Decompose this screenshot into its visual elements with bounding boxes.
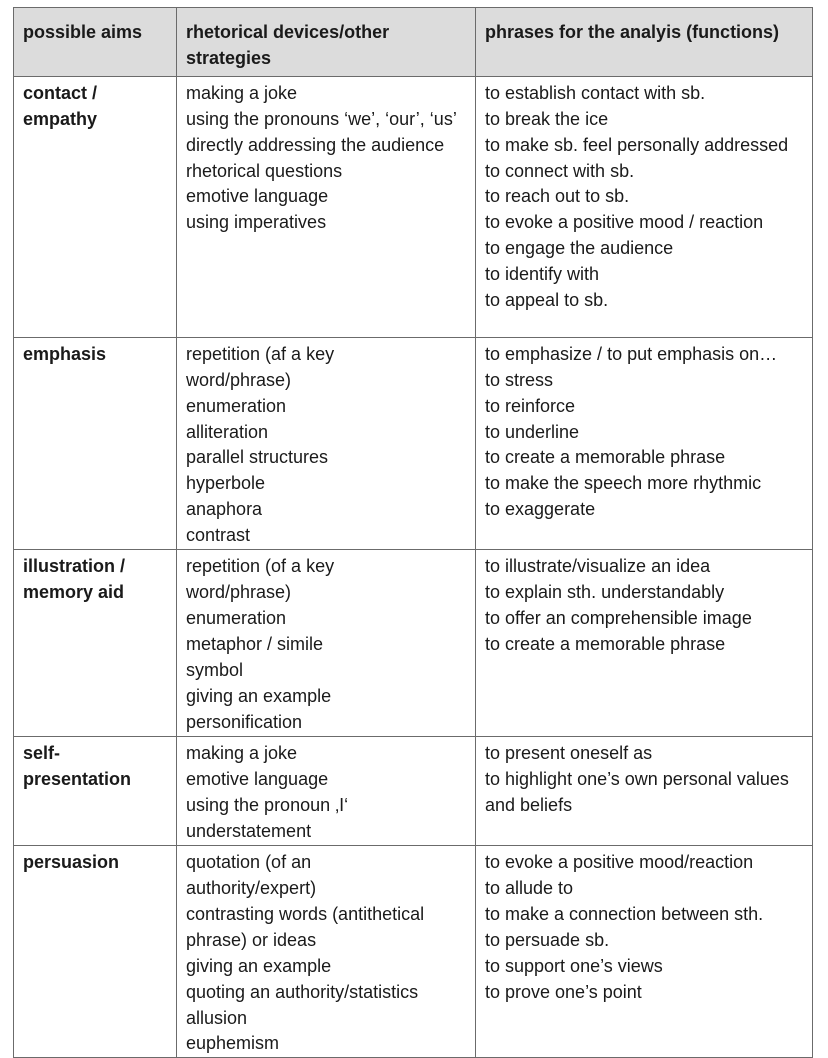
device-item: hyperbole	[186, 473, 266, 494]
device-item: repetition (of a key word/phrase)	[186, 556, 335, 602]
phrase-item: to persuade sb.	[485, 929, 610, 950]
phrase-item: to illustrate/visualize an idea	[485, 556, 711, 577]
device-item: repetition (af a key word/phrase)	[186, 343, 335, 390]
device-item: using imperatives	[186, 212, 327, 233]
phrase-item: to create a memorable phrase	[485, 633, 726, 654]
devices-cell	[177, 337, 476, 549]
aim-label: illustration / memory aid	[23, 556, 126, 602]
header-row	[14, 8, 813, 77]
phrase-item: to allude to	[485, 877, 574, 898]
aim-cell	[14, 550, 177, 737]
device-item: making a joke	[186, 82, 298, 103]
device-item: quotation (of an authority/expert)	[186, 852, 317, 898]
device-item: enumeration	[186, 395, 287, 416]
phrase-item: to support one’s views	[485, 955, 663, 976]
phrase-item: to emphasize / to put emphasis on…	[485, 343, 778, 364]
device-item: quoting an authority/statistics	[186, 981, 419, 1002]
device-item: personification	[186, 711, 303, 732]
device-item: using the pronoun ‚I‘	[186, 794, 349, 815]
device-item: euphemism	[186, 1033, 280, 1054]
phrases-cell	[476, 76, 813, 337]
aim-label: contact / empathy	[23, 82, 98, 129]
phrase-item: to appeal to sb.	[485, 290, 609, 311]
device-item: contrasting words (antithetical phrase) or ideas	[186, 903, 425, 950]
phrase-item: to evoke a positive mood / reaction	[485, 212, 764, 233]
phrase-item: to underline	[485, 421, 580, 442]
phrase-item: to reinforce	[485, 395, 576, 416]
devices-cell	[177, 76, 476, 337]
device-item: giving an example	[186, 955, 332, 976]
phrases-cell	[476, 846, 813, 1058]
phrase-item: to offer an comprehensible image	[485, 607, 752, 628]
phrase-item: to engage the audience	[485, 238, 674, 259]
device-item: alliteration	[186, 421, 269, 442]
device-item: using the pronouns ‘we’, ‘our’, ‘us’	[186, 108, 457, 129]
devices-cell	[177, 550, 476, 737]
phrase-item: to present oneself as	[485, 743, 653, 764]
device-item: contrast	[186, 525, 251, 546]
aim-label: emphasis	[23, 343, 107, 364]
phrase-item: to reach out to sb.	[485, 186, 630, 207]
phrase-item: to create a memorable phrase	[485, 447, 726, 468]
phrase-item: to stress	[485, 369, 554, 390]
phrase-item: to exaggerate	[485, 499, 596, 520]
device-item: parallel structures	[186, 447, 329, 468]
device-item: enumeration	[186, 607, 287, 628]
devices-cell	[177, 846, 476, 1058]
table-row	[14, 737, 813, 846]
device-item: rhetorical questions	[186, 160, 343, 181]
table-row	[14, 76, 813, 337]
aim-label: persuasion	[23, 852, 120, 873]
phrase-item: to establish contact with sb.	[485, 82, 706, 103]
phrase-item: to make the speech more rhythmic	[485, 473, 762, 494]
aim-cell	[14, 737, 177, 846]
rhetorical-devices-table	[13, 7, 813, 1058]
phrase-item: to explain sth. understandably	[485, 581, 725, 602]
phrase-item: to evoke a positive mood/reaction	[485, 852, 754, 873]
device-item: symbol	[186, 659, 244, 680]
device-item: emotive language	[186, 768, 329, 789]
devices-cell	[177, 737, 476, 846]
aim-cell	[14, 846, 177, 1058]
table-row	[14, 550, 813, 737]
phrase-item: to make sb. feel personally addressed	[485, 134, 789, 155]
phrase-item: to break the ice	[485, 108, 609, 129]
phrases-cell	[476, 550, 813, 737]
device-item: metaphor / simile	[186, 633, 324, 654]
phrase-item: to identify with	[485, 264, 600, 285]
header-phrases: phrases for the analyis (functions)	[476, 8, 813, 77]
device-item: anaphora	[186, 499, 263, 520]
device-item: directly addressing the audience	[186, 134, 445, 155]
phrase-item: to prove one’s point	[485, 981, 642, 1002]
table-row	[14, 337, 813, 549]
device-item: emotive language	[186, 186, 329, 207]
table-row	[14, 846, 813, 1058]
phrase-item: to make a connection between sth.	[485, 903, 764, 924]
aim-label: self-presentation	[23, 743, 132, 789]
device-item: allusion	[186, 1007, 248, 1028]
header-rhetorical-devices: rhetorical devices/other strategies	[177, 8, 476, 77]
header-possible-aims: possible aims	[14, 8, 177, 77]
device-item: understatement	[186, 820, 312, 841]
aim-cell	[14, 76, 177, 337]
phrases-cell	[476, 337, 813, 549]
device-item: giving an example	[186, 685, 332, 706]
phrases-cell	[476, 737, 813, 846]
phrase-item: to highlight one’s own personal values and beliefs	[485, 768, 789, 815]
device-item: making a joke	[186, 743, 298, 764]
phrase-item: to connect with sb.	[485, 160, 635, 181]
aim-cell	[14, 337, 177, 549]
